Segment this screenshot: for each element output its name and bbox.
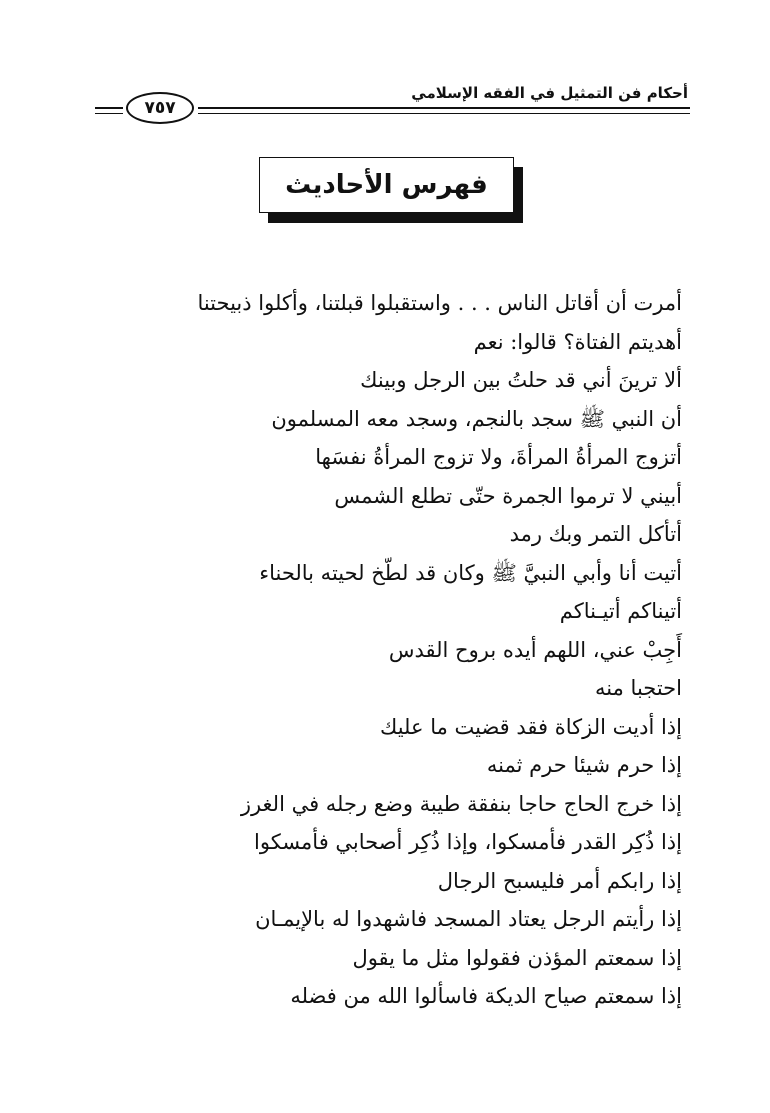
hadith-entry: أتأكل التمر وبك رمد bbox=[509, 522, 682, 546]
hadith-entry: إذا أديت الزكاة فقد قضيت ما عليك bbox=[380, 714, 682, 739]
hadith-entry: أتيت أنا وأبي النبيَّ ﷺ وكان قد لطّخ لحيته بالحناء bbox=[259, 560, 682, 585]
hadith-entry: إذا سمعتم المؤذن فقولوا مثل ما يقول bbox=[352, 945, 682, 970]
hadith-entry: احتجبا منه bbox=[595, 676, 682, 700]
left-header-rule bbox=[95, 107, 123, 114]
section-title-box bbox=[259, 157, 514, 213]
hadith-entry: إذا ذُكِر القدر فأمسكوا، وإذا ذُكِر أصحابي فأمسكوا bbox=[254, 830, 682, 854]
running-title: أحكام فن التمثيل في الفقه الإسلامي bbox=[411, 84, 688, 102]
hadith-entry: أتيناكم أتيـناكم bbox=[559, 599, 682, 623]
header-rule bbox=[198, 107, 690, 114]
hadith-entry: إذا رابكم أمر فليسبح الرجال bbox=[437, 868, 682, 893]
hadith-entry: أتزوج المرأةُ المرأةَ، ولا تزوج المرأةُ نفسَها bbox=[315, 445, 682, 469]
hadith-entry: أمرت أن أقاتل الناس . . . واستقبلوا قبلتنا، وأكلوا ذبيحتنا bbox=[197, 291, 682, 315]
hadith-entry: أن النبي ﷺ سجد بالنجم، وسجد معه المسلمون bbox=[271, 406, 682, 431]
hadith-entry: أَجِبْ عني، اللهم أيده بروح القدس bbox=[388, 637, 682, 662]
hadith-entry: إذا رأيتم الرجل يعتاد المسجد فاشهدوا له بالإيمـان bbox=[255, 907, 682, 931]
hadith-entry: أبيني لا ترموا الجمرة حتّى تطلع الشمس bbox=[334, 483, 682, 508]
section-title: فهرس الأحاديث bbox=[285, 170, 488, 200]
hadith-entry: أهديتم الفتاة؟ قالوا: نعم bbox=[473, 329, 682, 354]
page-number: ٧٥٧ bbox=[126, 92, 194, 124]
hadith-entry: ألا ترينَ أني قد حلتُ بين الرجل وبينك bbox=[360, 368, 682, 392]
hadith-entry: إذا حرم شيئا حرم ثمنه bbox=[486, 753, 682, 777]
hadith-index-list bbox=[82, 284, 682, 1016]
hadith-entry: إذا سمعتم صياح الديكة فاسألوا الله من فضله bbox=[290, 984, 682, 1008]
hadith-entry: إذا خرج الحاج حاجا بنفقة طيبة وضع رجله في الغرز bbox=[240, 791, 682, 816]
